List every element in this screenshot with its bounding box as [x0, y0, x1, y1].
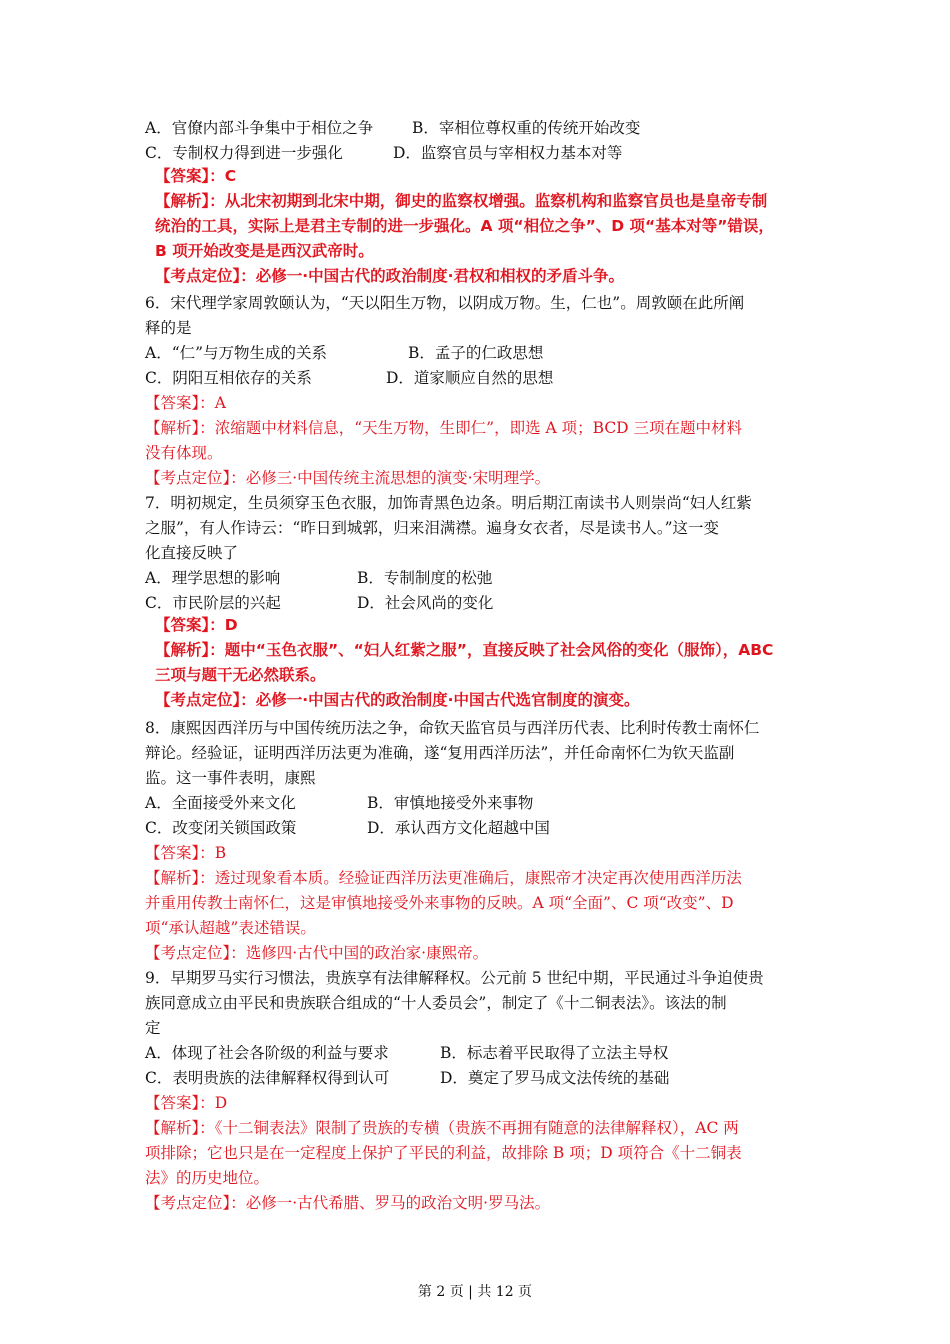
q5-option-b: B．宰相位尊权重的传统开始改变	[412, 119, 641, 137]
q6-stem-line-2: 释的是	[145, 319, 192, 337]
q8-analysis-line-1: 【解析】：透过现象看本质。经验证西洋历法更准确后，康熙帝才决定再次使用西洋历法	[145, 869, 742, 887]
q9-answer: 【答案】：D	[145, 1094, 228, 1112]
q6-stem-line-1: 6．宋代理学家周敦颐认为，“天以阳生万物，以阴成万物。生，仁也”。周敦颐在此所阐	[145, 294, 745, 312]
q5-option-c: C．专制权力得到进一步强化	[145, 144, 343, 162]
q9-stem-line-1: 9．早期罗马实行习惯法，贵族享有法律解释权。公元前 5 世纪中期，平民通过斗争迫使贵	[145, 969, 764, 987]
q6-analysis-line-2: 没有体现。	[145, 444, 223, 462]
q6-position: 【考点定位】：必修三·中国传统主流思想的演变·宋明理学。	[145, 469, 551, 487]
q5-answer: 【答案】：C	[155, 167, 237, 185]
q7-position: 【考点定位】：必修一·中国古代的政治制度·中国古代选官制度的演变。	[155, 691, 640, 709]
q8-analysis-line-3: 项“承认超越”表述错误。	[145, 919, 316, 937]
q6-option-a: A．“仁”与万物生成的关系	[145, 344, 328, 362]
q6-analysis-line-1: 【解析】：浓缩题中材料信息，“天生万物，生即仁”，即选 A 项；BCD 三项在题中材料	[145, 419, 743, 437]
q7-answer: 【答案】：D	[155, 616, 238, 634]
q5-option-d: D．监察官员与宰相权力基本对等	[393, 144, 623, 162]
q5-analysis-line-1: 【解析】：从北宋初期到北宋中期，御史的监察权增强。监察机构和监察官员也是皇帝专制	[155, 192, 768, 210]
q9-option-c: C．表明贵族的法律解释权得到认可	[145, 1069, 390, 1087]
q5-option-a: A．官僚内部斗争集中于相位之争	[145, 119, 374, 137]
q9-stem-line-2: 族同意成立由平民和贵族联合组成的“十人委员会”，制定了《十二铜表法》。该法的制	[145, 994, 727, 1012]
q7-option-d: D．社会风尚的变化	[357, 594, 494, 612]
q5-analysis-line-3: B 项开始改变是是西汉武帝时。	[155, 242, 374, 260]
q9-option-b: B．标志着平民取得了立法主导权	[440, 1044, 669, 1062]
q8-option-d: D．承认西方文化超越中国	[367, 819, 550, 837]
q8-option-b: B．审慎地接受外来事物	[367, 794, 534, 812]
page-footer: 第 2 页 | 共 12 页	[417, 1284, 533, 1300]
q6-option-c: C．阴阳互相依存的关系	[145, 369, 312, 387]
q7-analysis-line-2: 三项与题干无必然联系。	[155, 666, 326, 684]
q5-position: 【考点定位】：必修一·中国古代的政治制度·君权和相权的矛盾斗争。	[155, 267, 625, 285]
q8-analysis-line-2: 并重用传教士南怀仁，这是审慎地接受外来事物的反映。A 项“全面”、C 项“改变”、D	[145, 894, 734, 912]
q6-option-d: D．道家顺应自然的思想	[386, 369, 554, 387]
q8-stem-line-1: 8．康熙因西洋历与中国传统历法之争，命钦天监官员与西洋历代表、比利时传教士南怀仁	[145, 719, 760, 737]
q8-option-a: A．全面接受外来文化	[145, 794, 296, 812]
q9-position: 【考点定位】：必修一·古代希腊、罗马的政治文明·罗马法。	[145, 1194, 551, 1212]
q6-option-b: B．孟子的仁政思想	[408, 344, 544, 362]
q8-stem-line-2: 辩论。经验证，证明西洋历法更为准确，遂“复用西洋历法”，并任命南怀仁为钦天监副	[145, 744, 735, 762]
q6-answer: 【答案】：A	[145, 394, 226, 412]
q7-stem-line-1: 7．明初规定，生员须穿玉色衣服，加饰青黑色边条。明后期江南读书人则崇尚“妇人红紫	[145, 494, 752, 512]
q8-stem-line-3: 监。这一事件表明，康熙	[145, 769, 316, 787]
q8-answer: 【答案】：B	[145, 844, 227, 862]
q5-analysis-line-2: 统治的工具，实际上是君主专制的进一步强化。A 项“相位之争”、D 项“基本对等”错误，	[155, 217, 774, 235]
q9-analysis-line-1: 【解析】：《十二铜表法》限制了贵族的专横（贵族不再拥有随意的法律解释权），AC 两	[145, 1119, 739, 1137]
q7-option-a: A．理学思想的影响	[145, 569, 281, 587]
q7-stem-line-2: 之服”，有人作诗云：“昨日到城郭，归来泪满襟。遍身女衣者，尽是读书人。”这一变	[145, 519, 720, 537]
q9-option-d: D．奠定了罗马成文法传统的基础	[440, 1069, 670, 1087]
q9-option-a: A．体现了社会各阶级的利益与要求	[145, 1044, 389, 1062]
q7-stem-line-3: 化直接反映了	[145, 544, 239, 562]
q8-option-c: C．改变闭关锁国政策	[145, 819, 297, 837]
q8-position: 【考点定位】：选修四·古代中国的政治家·康熙帝。	[145, 944, 489, 962]
q9-stem-line-3: 定	[145, 1019, 161, 1037]
q9-analysis-line-3: 法》的历史地位。	[145, 1169, 270, 1187]
q7-analysis-line-1: 【解析】：题中“玉色衣服”、“妇人红紫之服”，直接反映了社会风俗的变化（服饰），ABC	[155, 641, 774, 659]
q7-option-b: B．专制制度的松弛	[357, 569, 493, 587]
q7-option-c: C．市民阶层的兴起	[145, 594, 281, 612]
q9-analysis-line-2: 项排除；它也只是在一定程度上保护了平民的利益，故排除 B 项；D 项符合《十二铜表	[145, 1144, 742, 1162]
